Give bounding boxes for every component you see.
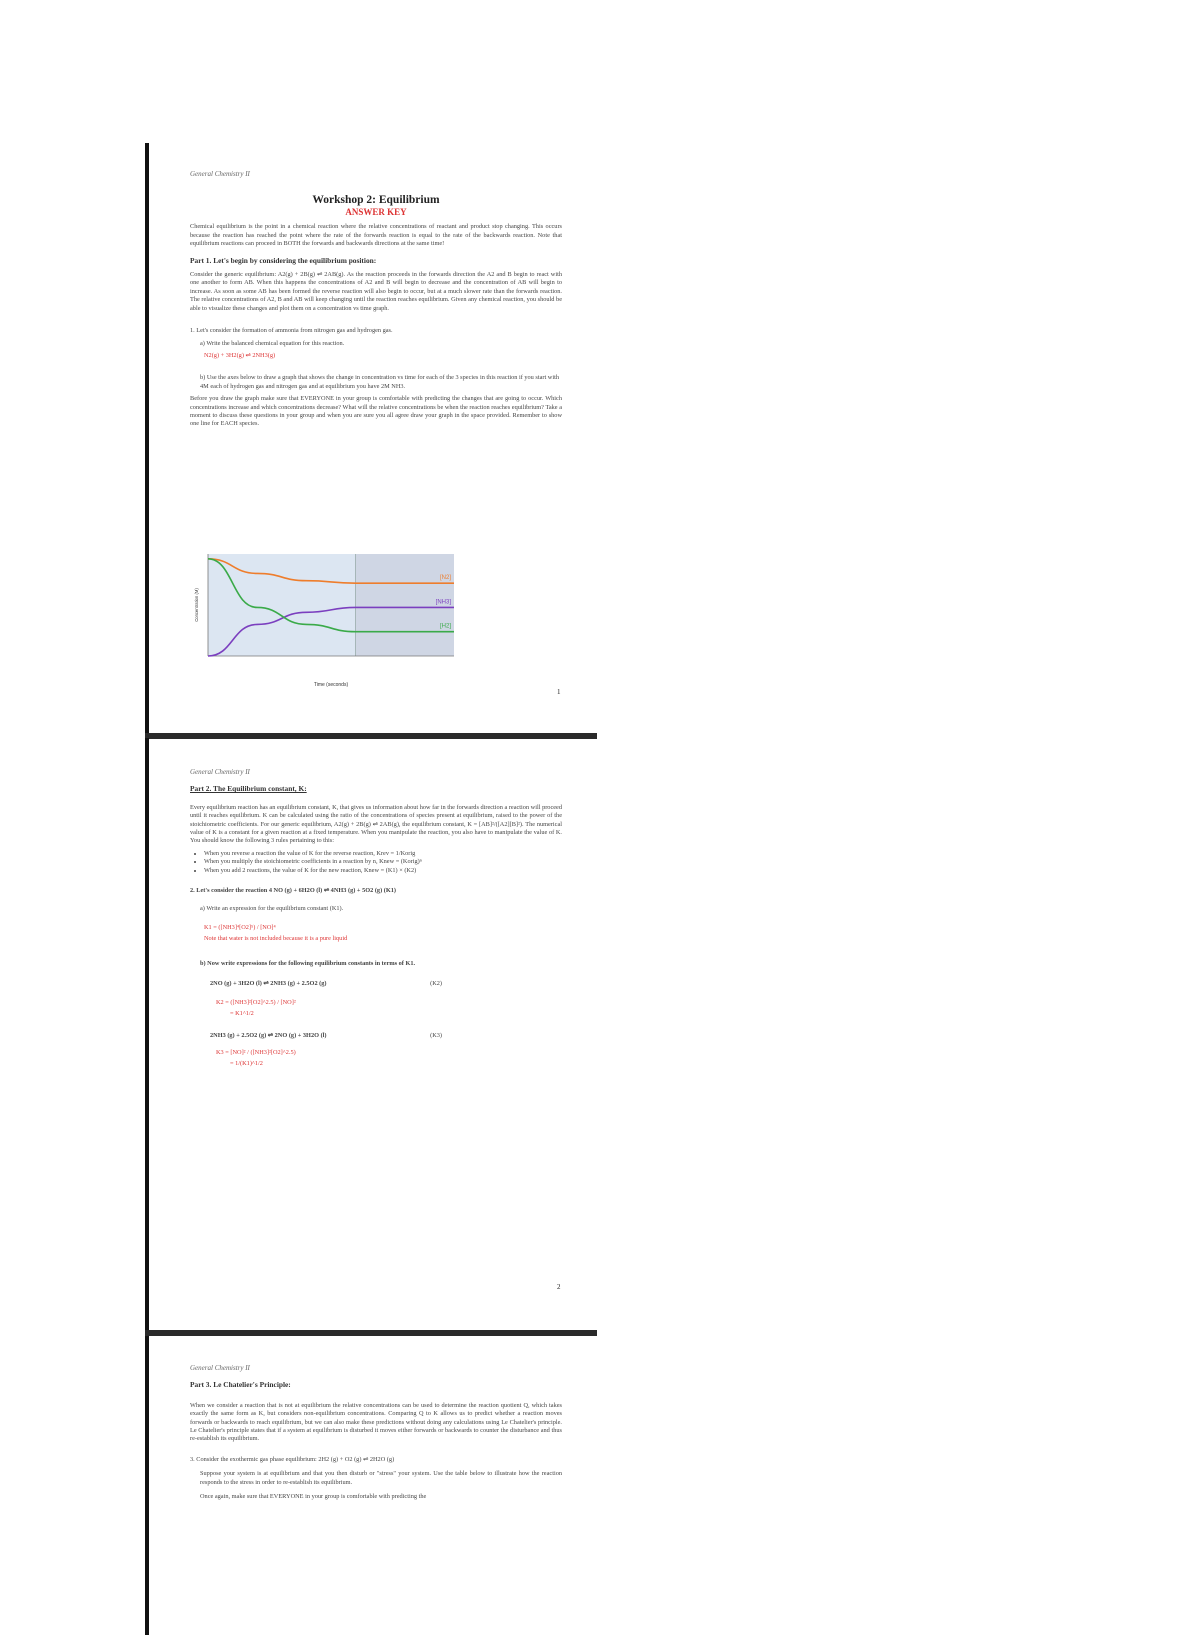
page-1 xyxy=(190,170,562,429)
question-2a-note: Note that water is not included because it is a pure liquid xyxy=(204,935,348,943)
intro-paragraph: Chemical equilibrium is the point in a chemical reaction where the relative concentrations of reactant and product stop changing. This occurs because the reaction has reached the point where the rate of the forwards reaction is equal to the rate of the backwards reaction. Note that equilibrium reactions can proceed in BOTH the forwards and backwards directions at the same time! xyxy=(190,223,562,248)
concentration-time-chart xyxy=(190,548,462,690)
y-axis-label: Concentration (M) xyxy=(194,588,199,622)
k3-answer-simplified: = 1/(K1)^1/2 xyxy=(230,1060,263,1068)
question-2b: b) Now write expressions for the following equilibrium constants in terms of K1. xyxy=(200,959,416,967)
series-label-n2: [N2] xyxy=(439,575,451,582)
question-3-instructions-2: Once again, make sure that EVERYONE in your group is comfortable with predicting the xyxy=(200,1493,427,1501)
k-rule-item: • When you reverse a reaction the value of K for the reverse reaction, Krev = 1/Korig xyxy=(204,850,562,858)
page-number: 2 xyxy=(557,1283,561,1291)
question-2a: a) Write an expression for the equilibrium constant (K1). xyxy=(200,905,344,913)
equation-k2-text: 2NO (g) + 3H2O (l) ⇌ 2NH3 (g) + 2.5O2 (g) xyxy=(210,980,327,988)
page-3 xyxy=(190,1364,562,1501)
page-number: 1 xyxy=(557,688,561,696)
page-2 xyxy=(190,768,562,1072)
question-1: 1. Let's consider the formation of ammonia from nitrogen gas and hydrogen gas. xyxy=(190,327,393,335)
page-separator xyxy=(145,1330,597,1336)
question-3: 3. Consider the exothermic gas phase equilibrium: 2H2 (g) + O2 (g) ⇌ 2H2O (g) xyxy=(190,1455,395,1463)
page-header: General Chemistry II xyxy=(190,1364,250,1372)
equation-k2-label: (K2) xyxy=(430,980,442,988)
question-1a: a) Write the balanced chemical equation for this reaction. xyxy=(200,340,345,348)
part1-heading: Part 1. Let's begin by considering the equilibrium position: xyxy=(190,255,377,265)
k-rule-item: • When you multiply the stoichiometric coefficients in a reaction by n, Knew = (Korig)ⁿ xyxy=(204,858,562,866)
equation-k3-text: 2NH3 (g) + 2.5O2 (g) ⇌ 2NO (g) + 3H2O (l) xyxy=(210,1032,327,1040)
part2-paragraph: Every equilibrium reaction has an equilibrium constant, K, that gives us information about how far in the forwards direction a reaction will proceed until it reaches equilibrium. K can be calculated using the ratio of the concentrations of species present at equilibrium, raised to the power of the stoichiometric coefficients. For our generic equilibrium, A2(g) + 2B(g) ⇌ 2AB(g), the equilibrium constant, K = [AB]²/([A2][B]²). The numerical value of K is a constant for a given reaction at a fixed temperature. When you manipulate the reaction, you also have to manipulate the value of K. You should know the following 3 rules pertaining to this: xyxy=(190,803,562,845)
equation-k3-label: (K3) xyxy=(430,1032,442,1040)
k3-answer: K3 = [NO]² / ([NH3]²[O2]^2.5) xyxy=(216,1048,296,1056)
question-3-instructions: Suppose your system is at equilibrium and that you then disturb or "stress" your system. Use the table below to illustrate how the reaction responds to the stress in order to re-establish its equilibrium. xyxy=(200,1470,562,1486)
page-header: General Chemistry II xyxy=(190,768,250,776)
page-separator xyxy=(145,733,597,739)
page-left-border xyxy=(145,143,149,738)
chart-svg xyxy=(190,548,462,690)
equation-k2 xyxy=(210,980,562,988)
part1-paragraph: Consider the generic equilibrium: A2(g) + 2B(g) ⇌ 2AB(g). As the reaction proceeds in the forwards direction the A2 and B begin to react with one another to form AB. When this happens the concentrations of A2 and B will begin to decrease and the concentration of AB will begin to increase. As soon as some AB has been formed the reverse reaction will also begin to occur, but at a much slower rate than the forwards reaction. The relative concentrations of A2, B and AB will keep changing until the reaction reaches equilibrium. Given any chemical reaction, you should be able to visualize these changes and plot them on a concentration vs time graph. xyxy=(190,271,562,312)
page-header: General Chemistry II xyxy=(190,170,250,178)
answer-key-label: ANSWER KEY xyxy=(345,207,407,218)
document-title: Workshop 2: Equilibrium xyxy=(312,194,440,207)
question-1b-instructions: Before you draw the graph make sure that EVERYONE in your group is comfortable with predicting the changes that are going to occur. Which concentrations increase and which concentrations decrease? What will the relative concentrations be when the reaction reaches equilibrium? Take a moment to discuss these questions in your group and when you are sure you all agree draw your graph in the space provided. Remember to show one line for EACH species. xyxy=(190,395,562,428)
part3-paragraph: When we consider a reaction that is not at equilibrium the relative concentrations can be used to determine the reaction quotient Q, which takes exactly the same form as K, but considers non-equilibrium concentrations. Comparing Q to K allows us to predict whether a reaction moves forwards or backwards to reach equilibrium, but we can also make these predictions without doing any calculations using Le Chatelier's principle. Le Chatelier's principle states that if a system at equilibrium is disturbed it moves either forwards or backwards to counter the disturbance and thus re-establish its equilibrium. xyxy=(190,1401,562,1443)
k2-answer-simplified: = K1^1/2 xyxy=(230,1009,254,1017)
k-rule-item: • When you add 2 reactions, the value of K for the new reaction, Knew = (K1) × (K2) xyxy=(204,867,562,875)
k2-answer: K2 = ([NH3]²[O2]^2.5) / [NO]² xyxy=(216,998,296,1006)
part2-heading: Part 2. The Equilibrium constant, K: xyxy=(190,784,307,794)
page-left-border xyxy=(145,738,149,1635)
x-axis-label: Time (seconds) xyxy=(313,682,349,688)
k-rules-list xyxy=(190,850,562,875)
question-1b: b) Use the axes below to draw a graph that shows the change in concentration vs time for each of the 3 species in this reaction if you start with 4M each of hydrogen gas and nitrogen gas and at equilibrium you have 2M NH3. xyxy=(200,374,559,390)
question-2: 2. Let's consider the reaction 4 NO (g) + 6H2O (l) ⇌ 4NH3 (g) + 5O2 (g) (K1) xyxy=(190,887,396,895)
series-label-nh3: [NH3] xyxy=(435,599,451,606)
question-1a-answer: N2(g) + 3H2(g) ⇌ 2NH3(g) xyxy=(204,351,276,359)
part3-heading: Part 3. Le Chatelier's Principle: xyxy=(190,1380,291,1390)
question-2a-answer: K1 = ([NH3]⁴[O2]⁵) / [NO]⁴ xyxy=(204,923,276,931)
series-label-h2: [H2] xyxy=(439,623,451,630)
equation-k3 xyxy=(210,1032,562,1040)
